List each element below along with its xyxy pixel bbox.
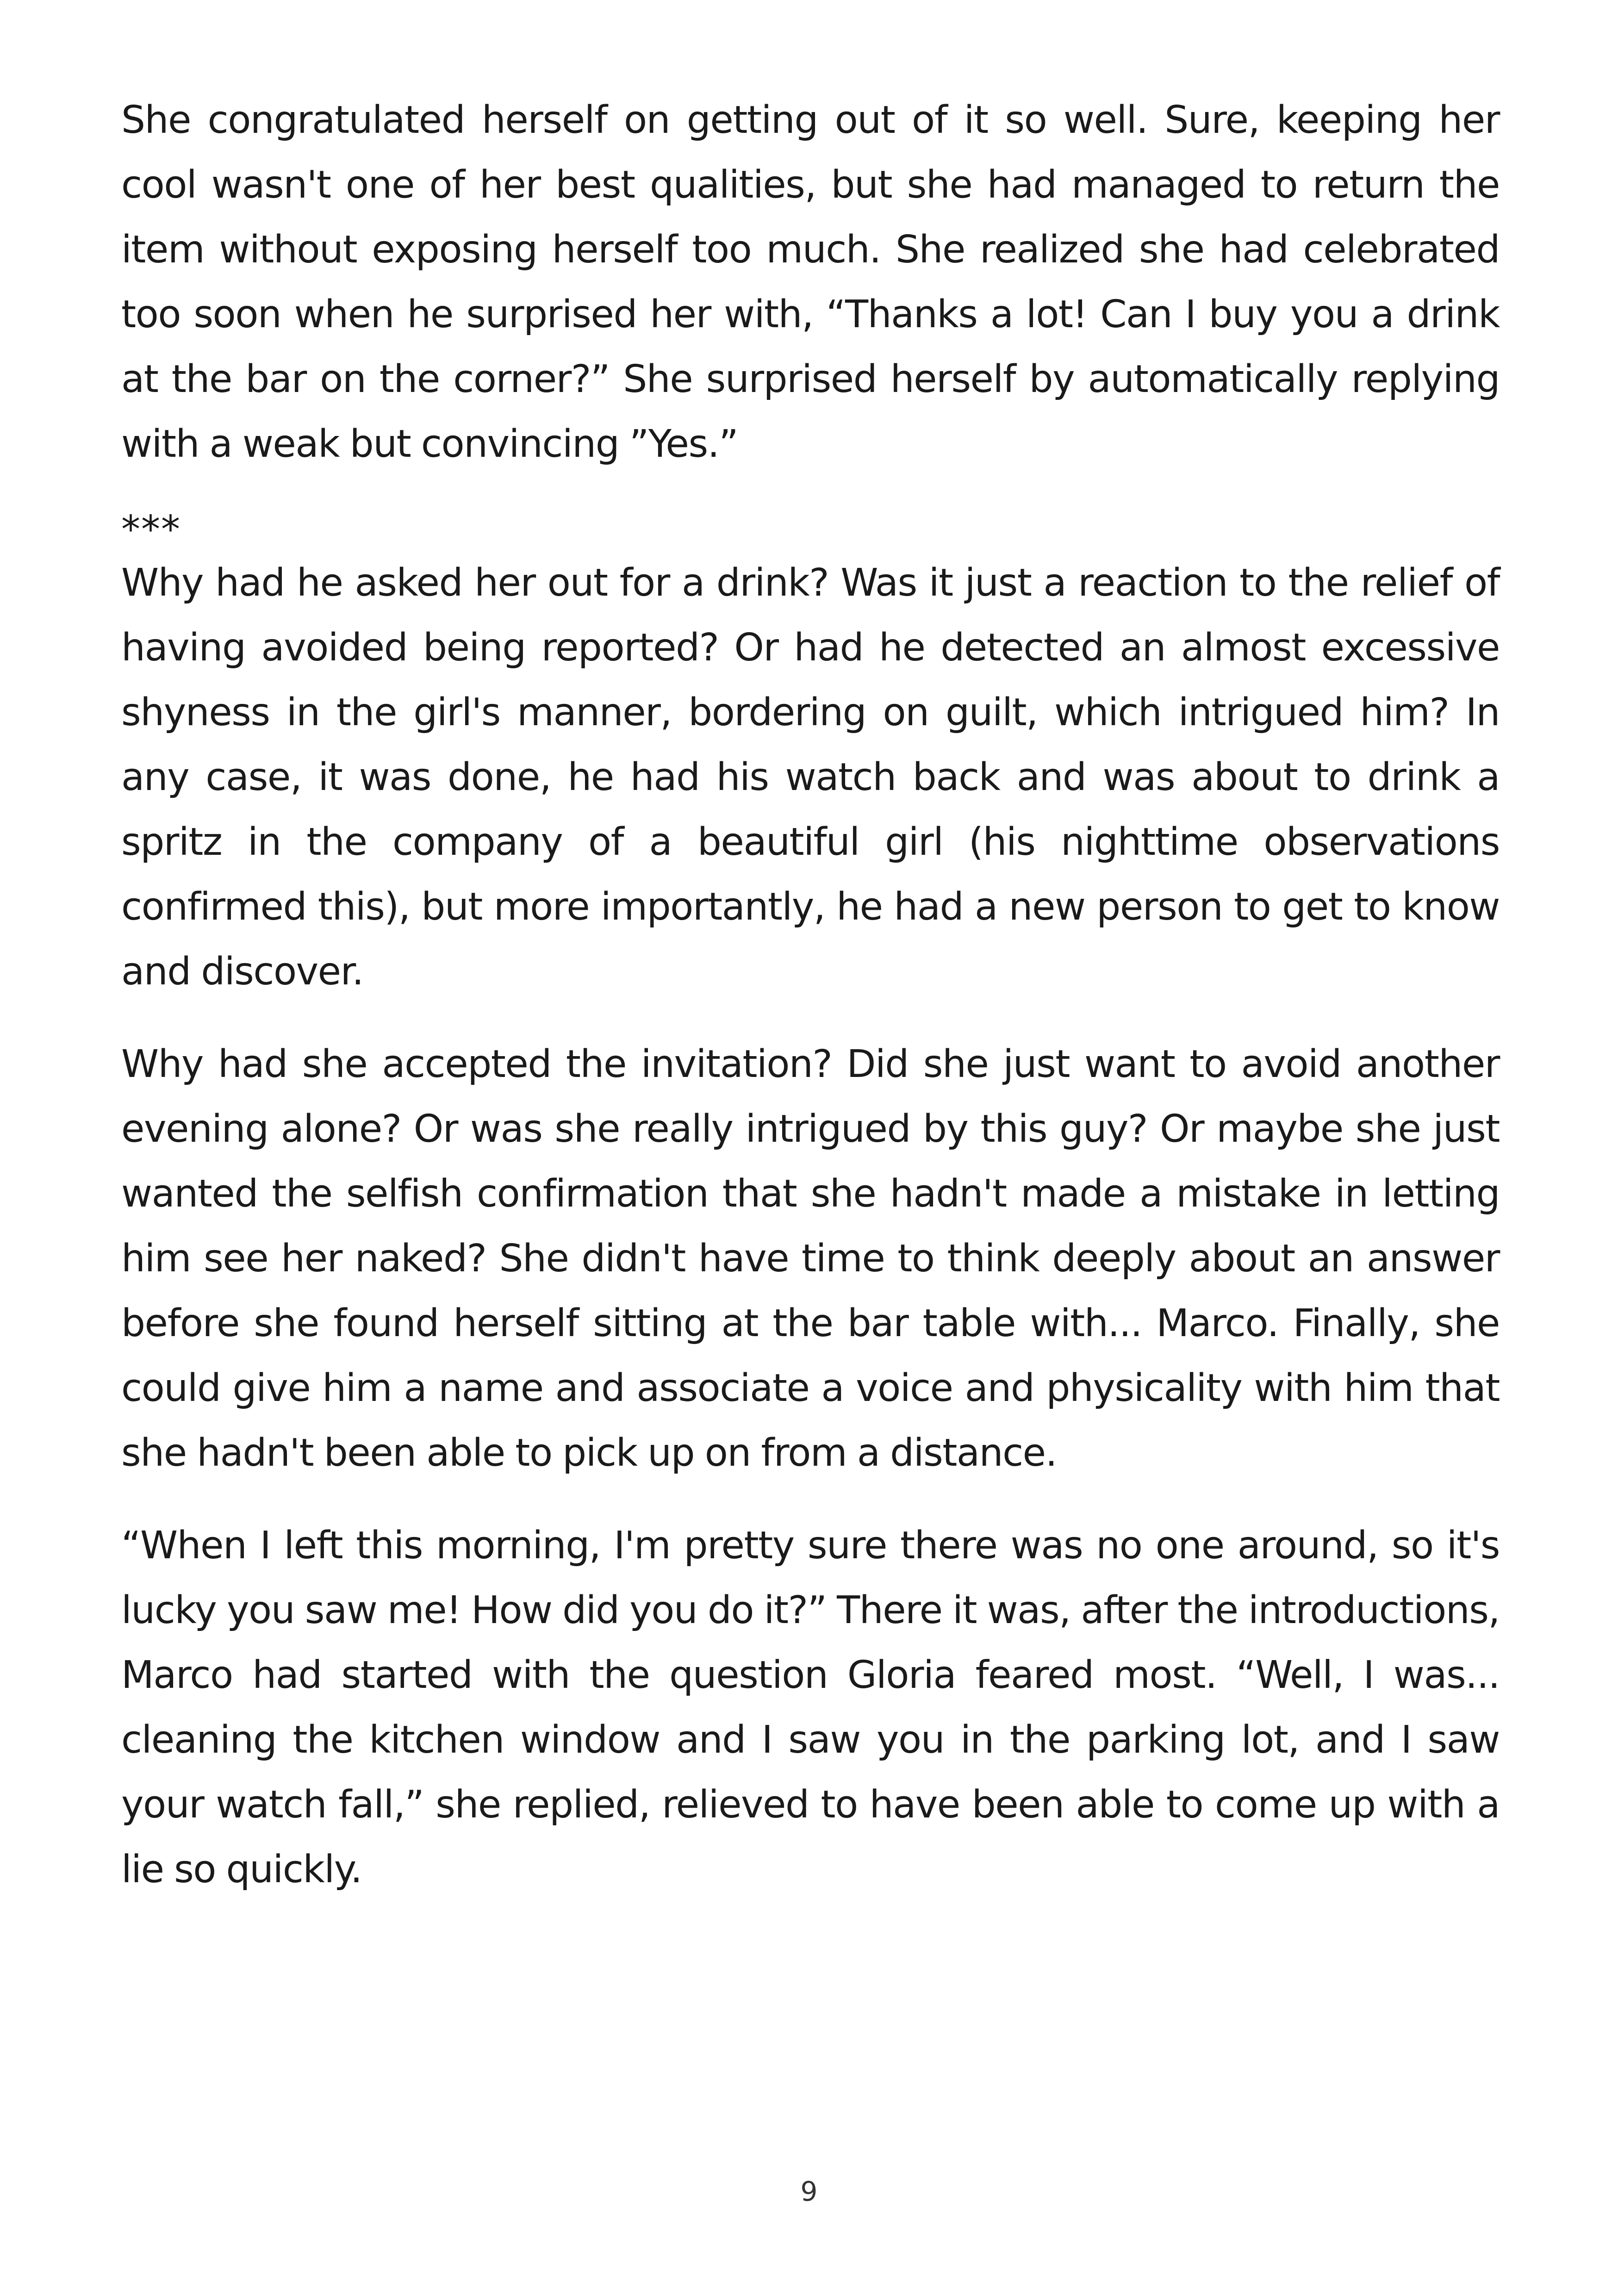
scene-break-asterisks: *** <box>121 508 181 552</box>
paragraph-bar-dialogue: “When I left this morning, I'm pretty sure there was no one around, so it's lucky you saw me! How did you do it?” There it was, after the introductions, Marco had started with the question Gloria feared most. “Well, I was... cleaning the kitchen window and I saw you in the parking lot, and I saw your watch fall,” she replied, relieved to have been able to come up with a lie so quickly. <box>121 1524 1500 1892</box>
body-text <box>121 88 1500 1902</box>
paragraph-gloria-reflection: Why had she accepted the invitation? Did she just want to avoid another evening alone? Or was she really intrigued by this guy? Or maybe she just wanted the selfish confirmation that she hadn't made a mistake in letting him see her naked? She didn't have time to think deeply about an answer before she found herself sitting at the bar table with... Marco. Finally, she could give him a name and associate a voice and physicality with him that she hadn't been able to pick up on from a distance. <box>121 1042 1500 1475</box>
paragraph-marco-reflection: Why had he asked her out for a drink? Was it just a reaction to the relief of having avoided being reported? Or had he detected an almost excessive shyness in the girl's manner, bordering on guilt, which intrigued him? In any case, it was done, he had his watch back and was about to drink a spritz in the company of a beautiful girl (his nighttime observations confirmed this), but more importantly, he had a new person to get to know and discover. <box>121 561 1500 994</box>
page-number: 9 <box>800 2176 818 2207</box>
paragraph-opening: She congratulated herself on getting out of it so well. Sure, keeping her cool wasn't one of her best qualities, but she had managed to return the item without exposing herself too much. She realized she had celebrated too soon when he surprised her with, “Thanks a lot! Can I buy you a drink at the bar on the corner?” She surprised herself by automatically replying with a weak but convincing ”Yes.” <box>121 98 1500 466</box>
